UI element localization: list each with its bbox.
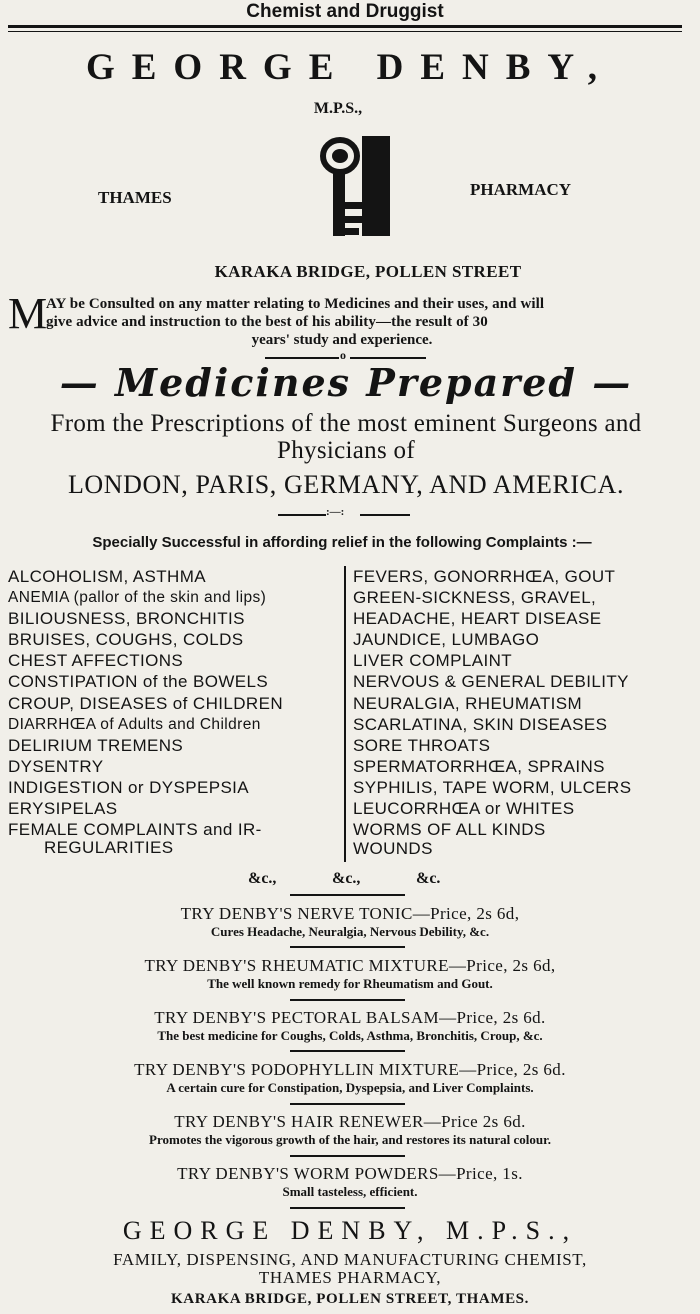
footer-address: KARAKA BRIDGE, POLLEN STREET, THAMES. [171,1291,529,1307]
complaint-item: FEMALE COMPLAINTS and IR- [8,820,262,840]
etc-1: &c., [248,870,277,887]
complaint-item: WORMS OF ALL KINDS [353,820,546,840]
ornament2-rule-right [360,514,410,516]
ornament-rule-right [350,357,426,359]
complaint-item: NERVOUS & GENERAL DEBILITY [353,672,629,692]
footer-line-1: FAMILY, DISPENSING, AND MANUFACTURING CHEMIST, [113,1250,587,1269]
complaint-item: CHEST AFFECTIONS [8,651,184,671]
complaints-intro: Specially Successful in affording relief in the following Complaints :— [92,534,592,551]
proprietor-credentials: M.P.S., [313,100,363,117]
complaint-item: GREEN-SICKNESS, GRAVEL, [353,588,597,608]
section-rule [290,1207,405,1209]
complaint-item: LEUCORRHŒA or WHITES [353,799,575,819]
complaint-item: CROUP, DISEASES of CHILDREN [8,693,284,713]
complaint-item: DIARRHŒA of Adults and Children [8,715,261,733]
section-rule [290,1155,405,1157]
cities-line: LONDON, PARIS, GERMANY, AND AMERICA. [67,470,625,499]
product-title: TRY DENBY'S RHEUMATIC MIXTURE—Price, 2s 6d, [144,956,556,975]
drop-cap: M [8,289,48,338]
complaint-item: SCARLATINA, SKIN DISEASES [353,714,608,734]
complaint-item: HEADACHE, HEART DISEASE [353,609,602,629]
complaint-item: DELIRIUM TREMENS [8,735,184,755]
complaint-item: BRUISES, COUGHS, COLDS [8,630,244,650]
footer-line-2: THAMES PHARMACY, [258,1268,442,1287]
key-icon [300,132,396,244]
complaint-item: ERYSIPELAS [8,799,118,819]
proprietor-name: GEORGE DENBY, [85,47,615,88]
complaint-item: SPERMATORRHŒA, SPRAINS [353,756,605,776]
complaint-item: WOUNDS [353,839,433,859]
product-description: Small tasteless, efficient. [282,1184,418,1199]
ornament2-rule-left [278,514,326,516]
medicines-headline: — Medicines Prepared — [59,360,633,405]
product-title: TRY DENBY'S NERVE TONIC—Price, 2s 6d, [180,904,520,923]
header-rule [8,25,682,28]
section-rule [290,1050,405,1052]
complaint-item: NEURALGIA, RHEUMATISM [353,693,583,713]
complaint-item: DYSENTRY [8,756,104,776]
complaint-item: LIVER COMPLAINT [353,651,513,671]
section-rule [290,894,405,896]
from-line-1: From the Prescriptions of the most eminent Surgeons and [50,410,642,437]
section-rule [290,1103,405,1105]
product-description: The best medicine for Coughs, Colds, Asthma, Bronchitis, Croup, &c. [157,1028,543,1043]
product-description: A certain cure for Constipation, Dyspepsia, and Liver Complaints. [166,1080,534,1095]
complaint-item: INDIGESTION or DYSPEPSIA [8,777,250,797]
complaint-item: CONSTIPATION of the BOWELS [8,672,269,692]
complaint-item: JAUNDICE, LUMBAGO [353,630,540,650]
footer-name: GEORGE DENBY, M.P.S., [122,1216,578,1245]
complaint-item: BILIOUSNESS, BRONCHITIS [8,609,245,629]
complaints-right-column [353,566,631,858]
product-title: TRY DENBY'S PECTORAL BALSAM—Price, 2s 6d. [154,1008,546,1027]
product-description: Promotes the vigorous growth of the hair, and restores its natural colour. [149,1132,551,1147]
section-rule [290,946,405,948]
header-title: Chemist and Druggist [246,1,444,22]
etc-3: &c. [416,870,441,887]
complaint-item: ANEMIA (pallor of the skin and lips) [8,589,267,607]
product-description: The well known remedy for Rheumatism and Gout. [207,976,493,991]
proprietor-address: KARAKA BRIDGE, POLLEN STREET [214,262,522,281]
ornament2-marks: :—: [326,506,345,518]
side-label-right: PHARMACY [470,180,572,199]
complaint-item: SORE THROATS [353,735,491,755]
column-divider [344,566,346,862]
product-title: TRY DENBY'S PODOPHYLLIN MIXTURE—Price, 2s 6d. [134,1060,566,1079]
header-rule-thin [8,31,682,32]
product-title: TRY DENBY'S WORM POWDERS—Price, 1s. [177,1164,523,1183]
complaint-item: FEVERS, GONORRHŒA, GOUT [353,567,616,586]
consultation-line-1: AY be Consulted on any matter relating to Medicines and their uses, and will [46,296,545,312]
product-title: TRY DENBY'S HAIR RENEWER—Price 2s 6d. [174,1112,526,1131]
complaint-item: ALCOHOLISM, ASTHMA [8,567,207,586]
side-label-left: THAMES [98,188,172,207]
ornament-rule-left [265,357,339,359]
section-rule [290,999,405,1001]
from-line-2: Physicians of [277,437,415,464]
etc-2: &c., [332,870,361,887]
product-description: Cures Headache, Neuralgia, Nervous Debility, &c. [210,924,490,939]
consultation-line-2: give advice and instruction to the best of his ability—the result of 30 [46,314,488,330]
ornament-mark: o [340,348,346,362]
complaint-item: SYPHILIS, TAPE WORM, ULCERS [353,777,632,797]
complaint-item: REGULARITIES [44,838,174,858]
complaints-left-column [8,566,283,856]
consultation-line-3: years' study and experience. [251,332,433,348]
